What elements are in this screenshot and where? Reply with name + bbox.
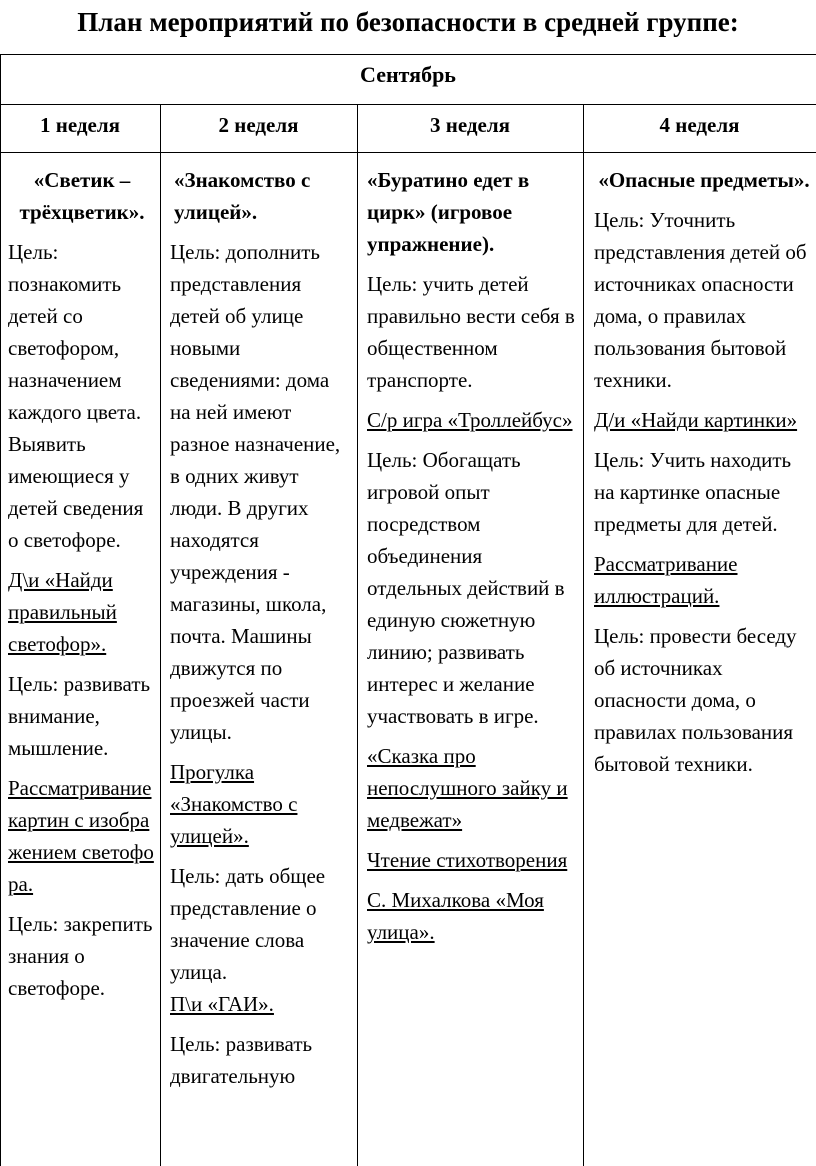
week-4-theme: «Опасные предметы».: [598, 168, 810, 192]
month-header: Сентябрь: [360, 62, 456, 87]
week-1-goal-1: Цель: познакомить детей со светофором, назначением каждого цвета. Выявить имеющиеся у детей сведения о светофоре.: [8, 240, 144, 552]
week-2-goal-3: Цель: развивать двигательную: [170, 1032, 313, 1088]
week-2-goal-2: Цель: дать общее представление о значение слова улица.: [170, 864, 326, 984]
week-3-game: С/р игра «Троллейбус»: [367, 408, 573, 432]
page-title: План мероприятий по безопасности в средней группе:: [77, 7, 739, 37]
week-4-goal-2: Цель: Учить находить на картинке опасные предметы для детей.: [594, 448, 792, 536]
week-3-reading: Чтение стихотворения: [367, 848, 568, 872]
table-top-border: [0, 54, 816, 55]
month-row-border: [0, 104, 816, 105]
week-2-goal-1: Цель: дополнить представления детей об улице новыми сведениями: дома на ней имеют разное назначение, в одних живут люди. В других находятся учреждения - магазины, школа, почта. Машины движутся по проезжей части улицы.: [170, 240, 341, 744]
week-2-theme: «Знакомство с улицей».: [174, 168, 311, 224]
column-divider-2: [357, 104, 358, 1166]
week-2-walk: Прогулка «Знакомство с улицей».: [170, 760, 298, 848]
week-3-cell: [367, 164, 579, 956]
week-header-4: 4 неделя: [659, 113, 740, 137]
column-divider-1: [160, 104, 161, 1166]
week-header-1: 1 неделя: [40, 113, 120, 137]
week-1-game: Д\и «Найди правильный светофор».: [8, 568, 117, 656]
week-4-viewing: Рассматривание иллюстраций.: [594, 552, 738, 608]
week-3-goal-1: Цель: учить детей правильно вести себя в общественном транспорте.: [367, 272, 575, 392]
week-1-viewing: Рассматривание картин с изображением светофора.: [8, 776, 154, 896]
week-3-tale: «Сказка про непослушного зайку и медвежат»: [367, 744, 568, 832]
week-3-poem: С. Михалкова «Моя улица».: [367, 888, 544, 944]
week-1-goal-3: Цель: закрепить знания о светофоре.: [8, 912, 153, 1000]
column-divider-3: [583, 104, 584, 1166]
week-3-goal-2: Цель: Обогащать игровой опыт посредством объединения отдельных действий в единую сюжетную линию; развивать интерес и желание участвовать в игре.: [367, 448, 565, 728]
table-left-border: [0, 54, 1, 1166]
week-header-3: 3 неделя: [430, 113, 510, 137]
week-1-theme: «Светик – трёхцветик».: [19, 168, 145, 224]
week-4-goal-3: Цель: провести беседу об источниках опасности дома, о правилах пользования бытовой техники.: [594, 624, 797, 776]
week-row-border: [0, 152, 816, 153]
week-2-game: П\и «ГАИ».: [170, 992, 274, 1016]
week-header-2: 2 неделя: [218, 113, 299, 137]
week-4-game: Д/и «Найди картинки»: [594, 408, 798, 432]
week-4-cell: [594, 164, 814, 788]
week-3-theme: «Буратино едет в цирк» (игровое упражнение).: [367, 168, 530, 256]
week-1-goal-2: Цель: развивать внимание, мышление.: [8, 672, 151, 760]
week-1-cell: [8, 164, 156, 1012]
week-2-cell: [170, 164, 352, 1100]
week-4-goal-1: Цель: Уточнить представления детей об источниках опасности дома, о правилах пользования бытовой техники.: [594, 208, 807, 392]
